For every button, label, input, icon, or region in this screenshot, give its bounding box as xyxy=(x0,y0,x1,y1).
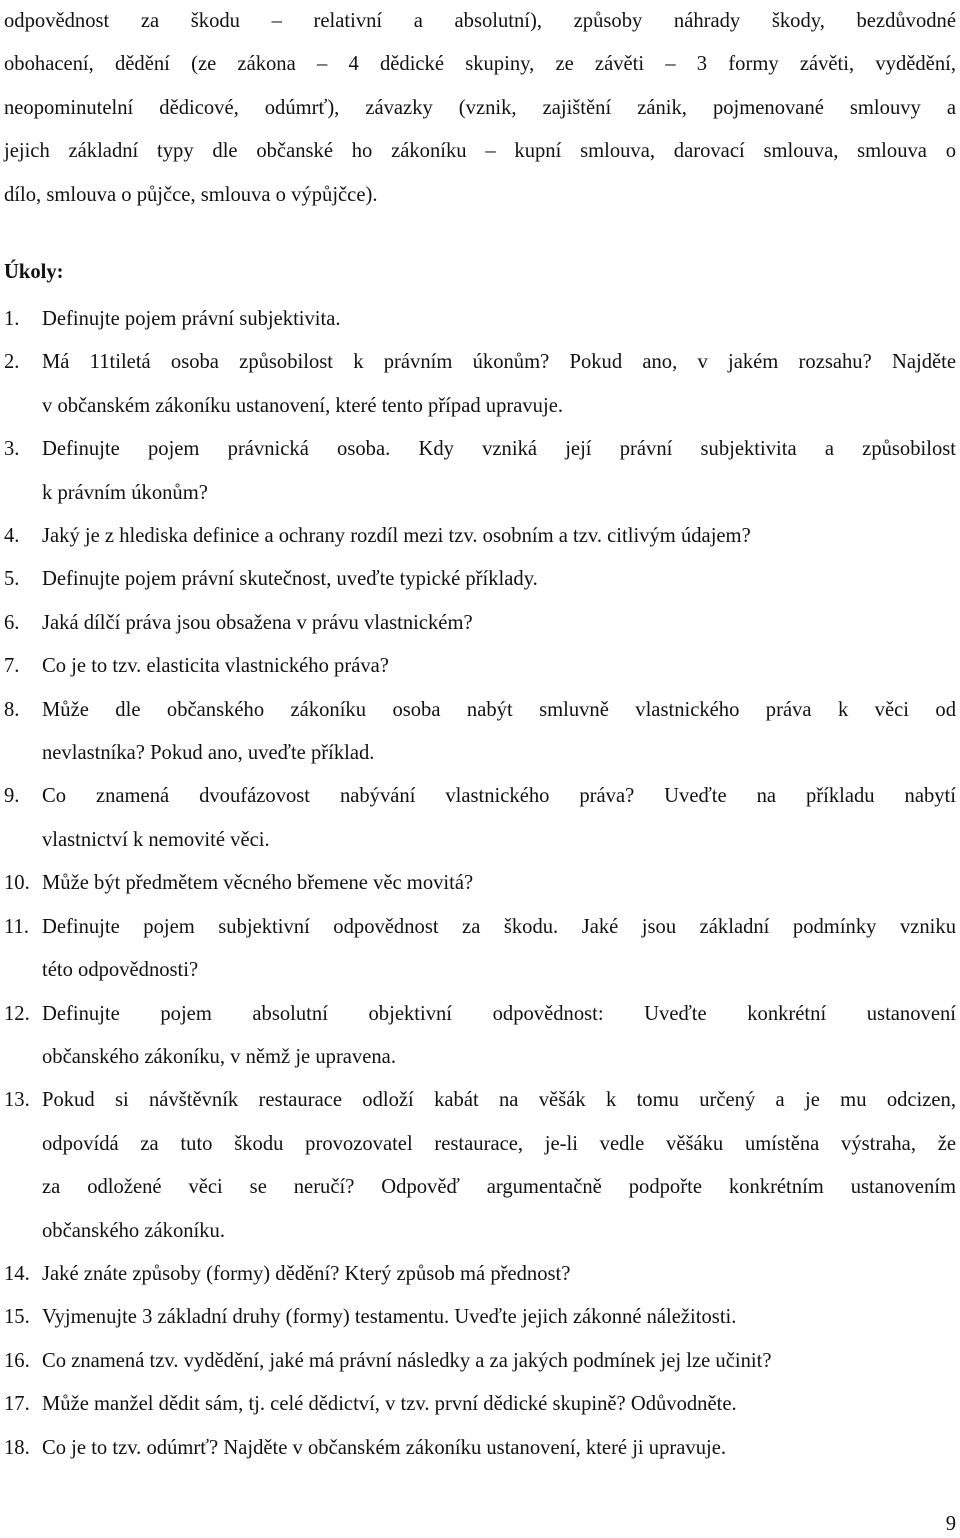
task-text-line: Jaký je z hlediska definice a ochrany rozdíl mezi tzv. osobním a tzv. citlivým údajem? xyxy=(42,525,751,548)
task-text-line: Definujte pojem absolutní objektivní odpovědnost: Uveďte konkrétní ustanovení xyxy=(42,1002,956,1025)
task-item xyxy=(4,515,956,558)
task-text-line: Co je to tzv. elasticita vlastnického práva? xyxy=(42,655,389,678)
task-number: 5. xyxy=(4,568,20,591)
task-item xyxy=(4,906,956,993)
intro-line: obohacení, dědění (ze zákona – 4 dědické skupiny, ze závěti – 3 formy závěti, vydědění, xyxy=(4,53,956,76)
task-text-line: Definujte pojem právní skutečnost, uveďte typické příklady. xyxy=(42,568,538,591)
task-number: 17. xyxy=(4,1393,30,1416)
task-number: 16. xyxy=(4,1349,30,1372)
tasks-heading: Úkoly: xyxy=(4,261,64,283)
task-text-line: Co znamená dvoufázovost nabývání vlastnického práva? Uveďte na příkladu nabytí xyxy=(42,785,956,808)
task-item xyxy=(4,602,956,645)
task-number: 3. xyxy=(4,438,20,461)
task-text-line: Co znamená tzv. vydědění, jaké má právní následky a za jakých podmínek jej lze učinit? xyxy=(42,1349,772,1372)
intro-line: dílo, smlouva o půjčce, smlouva o výpůjčce). xyxy=(4,183,378,206)
task-text-line: Jaké znáte způsoby (formy) dědění? Který způsob má přednost? xyxy=(42,1262,571,1285)
task-text-line: Definujte pojem právní subjektivita. xyxy=(42,308,341,330)
task-number: 1. xyxy=(4,308,20,330)
task-text-line: za odložené věci se neručí? Odpověď argumentačně podpořte konkrétním ustanovením xyxy=(42,1176,956,1199)
task-item xyxy=(4,428,956,515)
task-number: 2. xyxy=(4,351,20,374)
task-number: 8. xyxy=(4,698,20,721)
task-number: 14. xyxy=(4,1262,30,1285)
task-number: 6. xyxy=(4,611,20,634)
task-text-line: Co je to tzv. odúmrť? Najděte v občanském zákoníku ustanovení, které ji upravuje. xyxy=(42,1436,726,1459)
page-number: 9 xyxy=(945,1513,956,1535)
task-item xyxy=(4,862,956,905)
task-text-line: občanského zákoníku. xyxy=(42,1219,226,1242)
task-number: 9. xyxy=(4,785,20,808)
task-text-line: v občanském zákoníku ustanovení, které tento případ upravuje. xyxy=(42,394,563,417)
task-text-line: této odpovědnosti? xyxy=(42,959,199,982)
task-item xyxy=(4,558,956,601)
task-item xyxy=(4,1253,956,1296)
task-number: 13. xyxy=(4,1089,30,1112)
intro-paragraph xyxy=(4,0,956,217)
task-item xyxy=(4,1383,956,1426)
task-text-line: Může dle občanského zákoníku osoba nabýt smluvně vlastnického práva k věci od xyxy=(42,698,956,721)
task-item xyxy=(4,298,956,341)
task-text-line: Jaká dílčí práva jsou obsažena v právu vlastnickém? xyxy=(42,611,473,634)
task-item xyxy=(4,1427,956,1470)
intro-line: jejich základní typy dle občanské ho zákoníku – kupní smlouva, darovací smlouva, smlouva o xyxy=(4,140,956,163)
task-item xyxy=(4,341,956,428)
task-text-line: Definujte pojem právnická osoba. Kdy vzniká její právní subjektivita a způsobilost xyxy=(42,438,956,461)
task-item xyxy=(4,1079,956,1253)
intro-line: neopominutelní dědicové, odúmrť), závazky (vznik, zajištění zánik, pojmenované smlouvy a xyxy=(4,96,956,119)
task-item xyxy=(4,1296,956,1339)
task-number: 11. xyxy=(4,915,29,938)
task-number: 15. xyxy=(4,1306,30,1329)
task-item xyxy=(4,993,956,1080)
tasks-list xyxy=(4,298,956,1470)
task-text-line: odpovídá za tuto škodu provozovatel restaurace, je-li vedle věšáku umístěna výstraha, že xyxy=(42,1132,956,1155)
task-item xyxy=(4,645,956,688)
task-text-line: Pokud si návštěvník restaurace odloží kabát na věšák k tomu určený a je mu odcizen, xyxy=(42,1089,956,1112)
task-text-line: občanského zákoníku, v němž je upravena. xyxy=(42,1045,396,1068)
task-text-line: vlastnictví k nemovité věci. xyxy=(42,828,270,851)
task-number: 7. xyxy=(4,655,20,678)
task-item xyxy=(4,689,956,776)
task-text-line: Může manžel dědit sám, tj. celé dědictví, v tzv. první dědické skupině? Odůvodněte. xyxy=(42,1393,737,1416)
intro-line: odpovědnost za škodu – relativní a absolutní), způsoby náhrady škody, bezdůvodné xyxy=(4,10,956,32)
task-item xyxy=(4,775,956,862)
task-text-line: Vyjmenujte 3 základní druhy (formy) testamentu. Uveďte jejich zákonné náležitosti. xyxy=(42,1306,737,1329)
task-text-line: Definujte pojem subjektivní odpovědnost za škodu. Jaké jsou základní podmínky vzniku xyxy=(42,915,956,938)
task-text-line: Může být předmětem věcného břemene věc movitá? xyxy=(42,872,474,895)
task-item xyxy=(4,1340,956,1383)
task-number: 4. xyxy=(4,525,20,548)
task-text-line: k právním úkonům? xyxy=(42,481,208,504)
task-number: 18. xyxy=(4,1436,30,1459)
task-number: 10. xyxy=(4,872,30,895)
task-text-line: nevlastníka? Pokud ano, uveďte příklad. xyxy=(42,742,375,765)
task-text-line: Má 11tiletá osoba způsobilost k právním úkonům? Pokud ano, v jakém rozsahu? Najděte xyxy=(42,351,956,374)
task-number: 12. xyxy=(4,1002,30,1025)
